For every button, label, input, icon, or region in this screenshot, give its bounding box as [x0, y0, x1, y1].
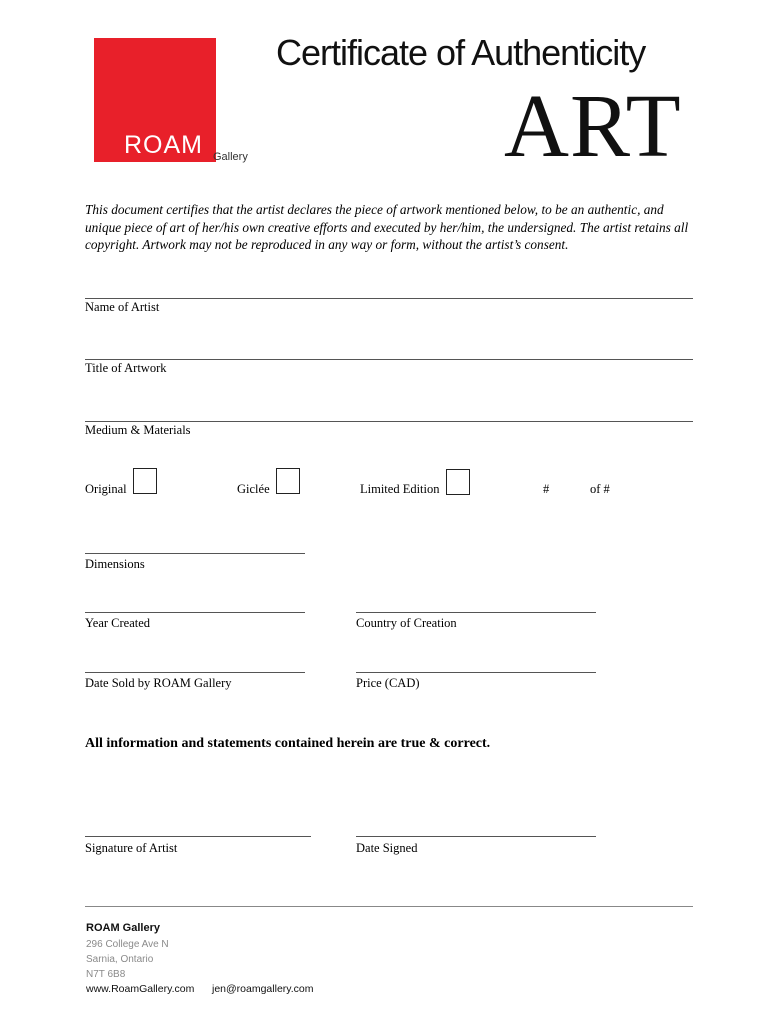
footer-email-link[interactable]: jen@roamgallery.com — [212, 983, 314, 995]
year-created-line[interactable] — [85, 612, 305, 613]
country-of-creation-line[interactable] — [356, 612, 596, 613]
certification-statement: All information and statements contained herein are true & correct. — [85, 736, 491, 751]
footer-divider — [85, 906, 693, 907]
limited-edition-checkbox[interactable] — [446, 469, 470, 495]
date-signed-line[interactable] — [356, 836, 596, 837]
intro-paragraph: This document certifies that the artist declares the piece of artwork mentioned below, to be an authentic, and unique piece of art of her/his own creative efforts and executed by her/him, the undersigned. The artist retains all copyright. Artwork may not be reproduced in any way or form, without the artist’s consent. — [85, 202, 689, 252]
date-sold-line[interactable] — [85, 672, 305, 673]
logo-roam-text: ROAM — [124, 131, 203, 159]
giclee-checkbox[interactable] — [276, 468, 300, 494]
original-checkbox[interactable] — [133, 468, 157, 494]
date-signed-label: Date Signed — [356, 841, 418, 855]
country-of-creation-label: Country of Creation — [356, 616, 457, 630]
giclee-label: Giclée — [237, 482, 270, 496]
dimensions-label: Dimensions — [85, 557, 145, 571]
logo-gallery-text: Gallery — [213, 151, 248, 163]
signature-line[interactable] — [85, 836, 311, 837]
title-of-artwork-label: Title of Artwork — [85, 361, 167, 375]
footer-postal-code: N7T 6B8 — [86, 969, 126, 980]
date-sold-label: Date Sold by ROAM Gallery — [85, 676, 232, 690]
year-created-label: Year Created — [85, 616, 151, 630]
footer-website-link[interactable]: www.RoamGallery.com — [86, 983, 195, 995]
price-line[interactable] — [356, 672, 596, 673]
dimensions-line[interactable] — [85, 553, 305, 554]
page-title: Certificate of Authenticity — [276, 32, 646, 73]
original-label: Original — [85, 482, 127, 496]
footer-address-line1: 296 College Ave N — [86, 939, 169, 950]
edition-total-label: of # — [590, 482, 610, 496]
footer-address-line2: Sarnia, Ontario — [86, 954, 154, 965]
medium-materials-line[interactable] — [85, 421, 693, 422]
limited-edition-label: Limited Edition — [360, 482, 440, 496]
name-of-artist-label: Name of Artist — [85, 300, 160, 314]
medium-materials-label: Medium & Materials — [85, 423, 191, 437]
signature-label: Signature of Artist — [85, 841, 178, 855]
art-heading: ART — [504, 77, 682, 176]
price-label: Price (CAD) — [356, 676, 420, 690]
footer-gallery-name: ROAM Gallery — [86, 922, 160, 934]
name-of-artist-line[interactable] — [85, 298, 693, 299]
edition-number-label: # — [543, 482, 550, 496]
title-of-artwork-line[interactable] — [85, 359, 693, 360]
